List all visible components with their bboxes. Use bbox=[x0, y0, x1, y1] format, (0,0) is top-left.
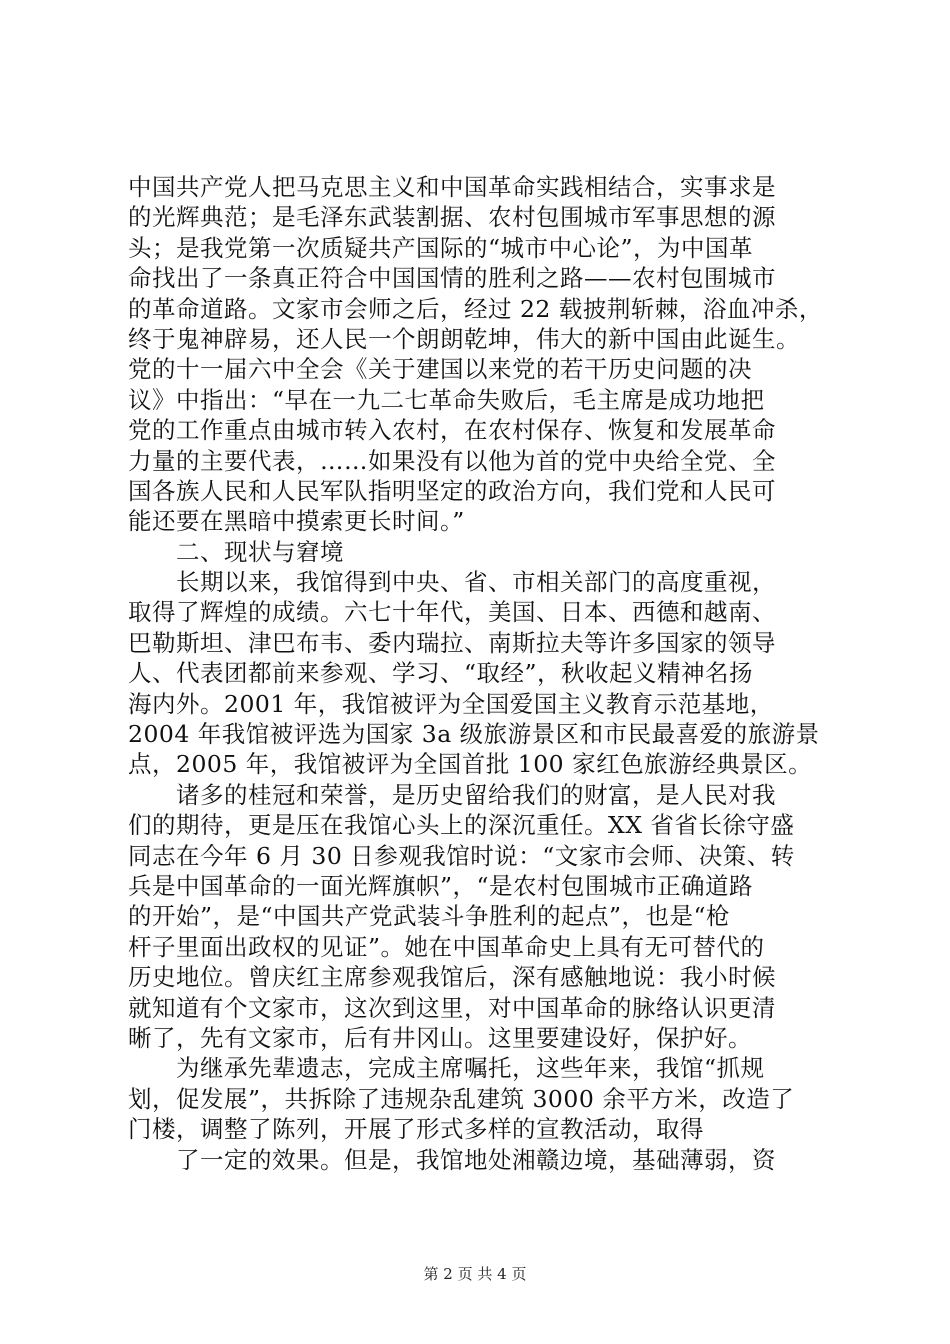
text-line: 长期以来，我馆得到中央、省、市相关部门的高度重视， bbox=[128, 568, 776, 597]
text-line: 了一定的效果。但是，我馆地处湘赣边境，基础薄弱，资 bbox=[128, 1145, 776, 1174]
text-line: 海内外。2001 年，我馆被评为全国爱国主义教育示范基地， bbox=[128, 689, 774, 718]
text-line: 国各族人民和人民军队指明坚定的政治方向，我们党和人民可 bbox=[128, 476, 776, 505]
text-line: 2004 年我馆被评选为国家 3a 级旅游景区和市民最喜爱的旅游景 bbox=[128, 720, 820, 749]
text-line: 党的十一届六中全会《关于建国以来党的若干历史问题的决 bbox=[128, 355, 752, 384]
text-line: 同志在今年 6 月 30 日参观我馆时说：“文家市会师、决策、转 bbox=[128, 841, 795, 870]
text-line: 取得了辉煌的成绩。六七十年代，美国、日本、西德和越南、 bbox=[128, 598, 776, 627]
text-line: 能还要在黑暗中摸索更长时间。” bbox=[128, 507, 465, 536]
text-line: 力量的主要代表，……如果没有以他为首的党中央给全党、全 bbox=[128, 446, 776, 475]
text-line: 点，2005 年，我馆被评为全国首批 100 家红色旅游经典景区。 bbox=[128, 750, 813, 779]
text-line: 们的期待，更是压在我馆心头上的深沉重任。XX 省省长徐守盛 bbox=[128, 811, 795, 840]
text-line: 党的工作重点由城市转入农村，在农村保存、恢复和发展革命 bbox=[128, 416, 776, 445]
text-line: 人、代表团都前来参观、学习、“取经”，秋收起义精神名扬 bbox=[128, 659, 754, 688]
text-line: 的革命道路。文家市会师之后，经过 22 载披荆斩棘，浴血冲杀， bbox=[128, 294, 823, 323]
text-line: 中国共产党人把马克思主义和中国革命实践相结合，实事求是 bbox=[128, 173, 776, 201]
text-line: 议》中指出：“早在一九二七革命失败后，毛主席是成功地把 bbox=[128, 385, 765, 414]
text-line: 巴勒斯坦、津巴布韦、委内瑞拉、南斯拉夫等许多国家的领导 bbox=[128, 628, 776, 657]
text-line: 晰了，先有文家市，后有井冈山。这里要建设好，保护好。 bbox=[128, 1023, 752, 1052]
text-line: 诸多的桂冠和荣誉，是历史留给我们的财富，是人民对我 bbox=[128, 780, 776, 809]
page-number-footer: 第 2 页 共 4 页 bbox=[423, 1265, 527, 1283]
text-line: 划，促发展”，共拆除了违规杂乱建筑 3000 余平方米，改造了 bbox=[128, 1084, 795, 1113]
text-line: 门楼，调整了陈列，开展了形式多样的宣教活动，取得 bbox=[128, 1115, 704, 1144]
text-line: 兵是中国革命的一面光辉旗帜”，“是农村包围城市正确道路 bbox=[128, 871, 754, 900]
document-body bbox=[128, 172, 828, 1175]
text-line: 杆子里面出政权的见证”。她在中国革命史上具有无可替代的 bbox=[128, 932, 765, 961]
text-line: 二、现状与窘境 bbox=[128, 537, 344, 566]
text-line: 头；是我党第一次质疑共产国际的“城市中心论”，为中国革 bbox=[128, 233, 754, 262]
text-line: 就知道有个文家市，这次到这里，对中国革命的脉络认识更清 bbox=[128, 993, 776, 1022]
text-line: 的光辉典范；是毛泽东武装割据、农村包围城市军事思想的源 bbox=[128, 203, 776, 232]
text-line: 的开始”，是“中国共产党武装斗争胜利的起点”，也是“枪 bbox=[128, 902, 731, 931]
text-line: 命找出了一条真正符合中国国情的胜利之路——农村包围城市 bbox=[128, 264, 776, 293]
text-line: 终于鬼神辟易，还人民一个朗朗乾坤，伟大的新中国由此诞生。 bbox=[128, 324, 800, 353]
text-line: 历史地位。曾庆红主席参观我馆后，深有感触地说：我小时候 bbox=[128, 963, 776, 992]
text-line: 为继承先辈遗志，完成主席嘱托，这些年来，我馆“抓规 bbox=[128, 1054, 765, 1083]
